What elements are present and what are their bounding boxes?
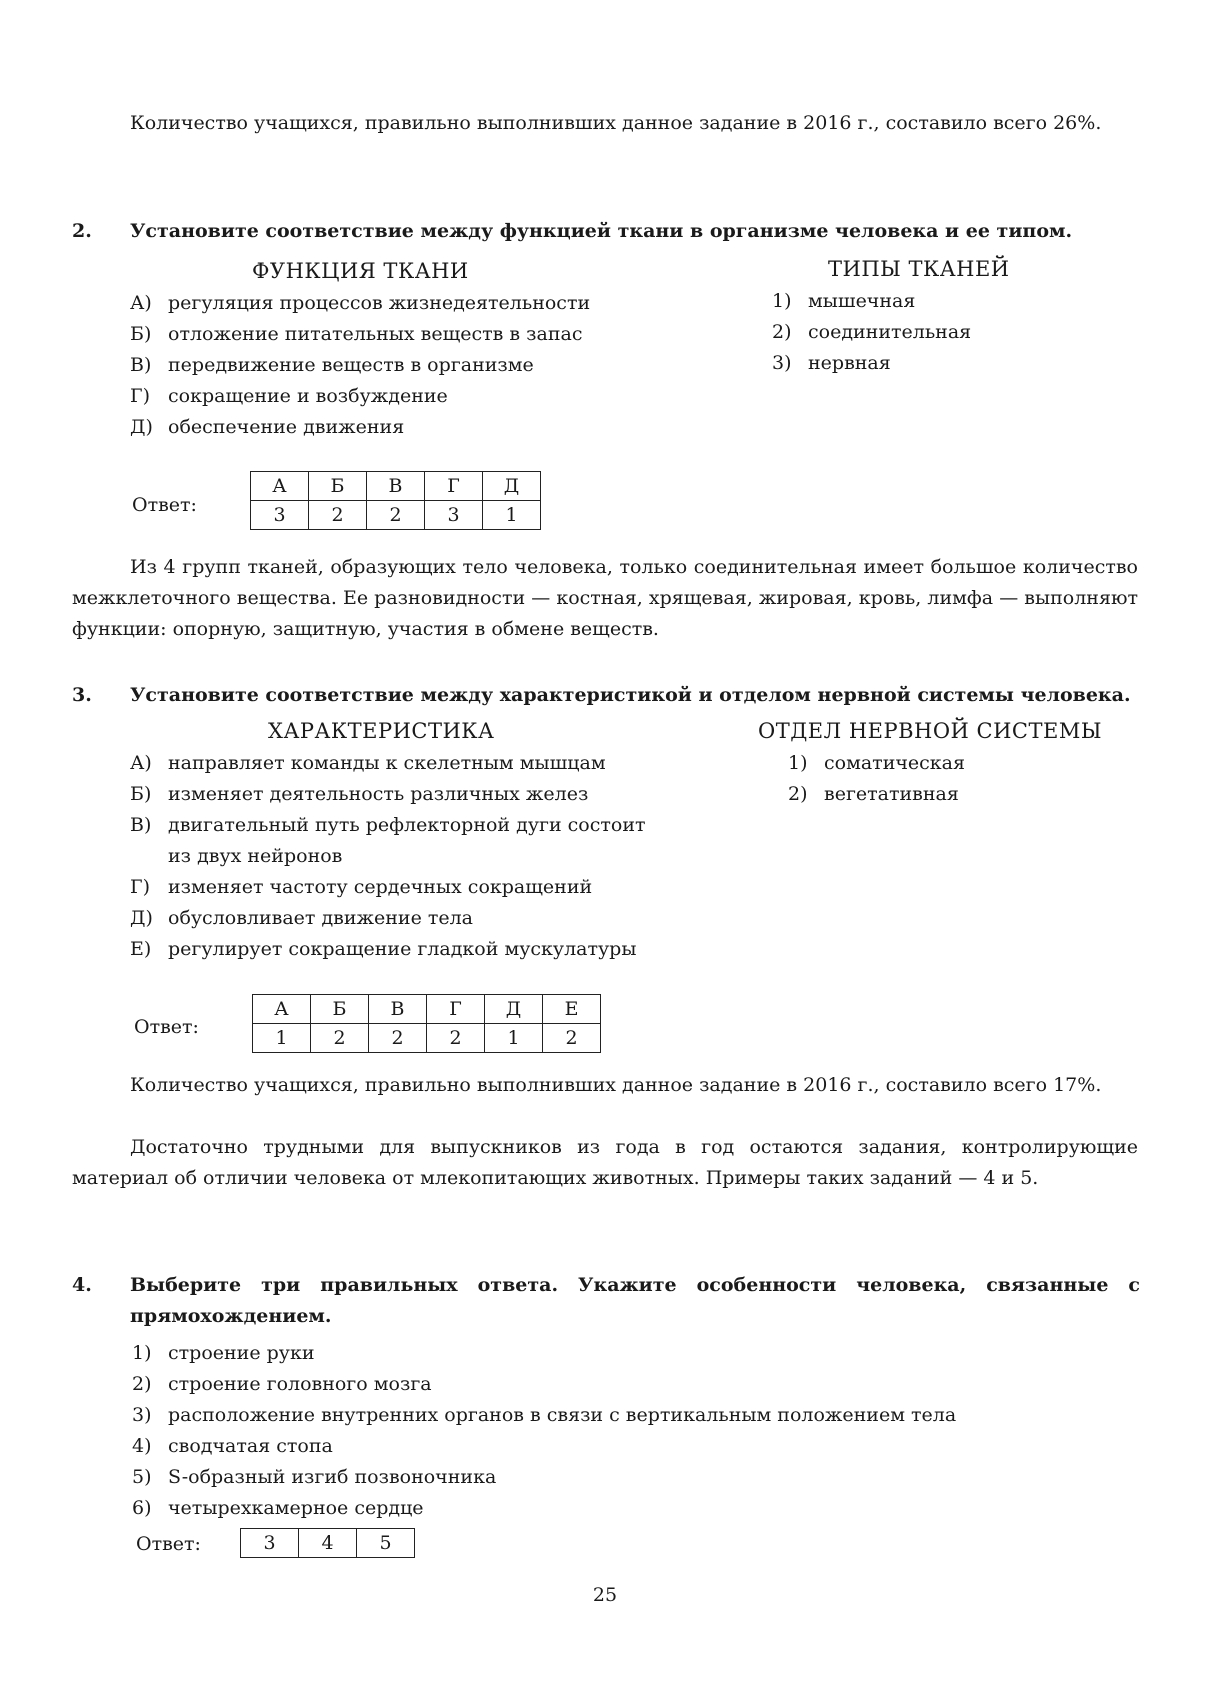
list-item: Е) регулирует сокращение гладкой мускулатуры xyxy=(130,938,637,960)
answer-value-cell: 1 xyxy=(485,1024,543,1053)
task3-question: Установите соответствие между характеристикой и отделом нервной системы человека. xyxy=(130,684,1131,706)
answer-header-cell: Д xyxy=(483,472,541,501)
task4-number: 4. xyxy=(72,1274,92,1296)
task2-right-list xyxy=(772,286,971,379)
answer-value-cell: 4 xyxy=(299,1529,357,1558)
answer-header-cell: В xyxy=(369,995,427,1024)
task4-question: Выберите три правильных ответа. Укажите особенности человека, связанные с прямохождением. xyxy=(130,1274,1140,1327)
answer-header-cell: А xyxy=(251,472,309,501)
answer-value-cell: 1 xyxy=(253,1024,311,1053)
answer-value-cell: 3 xyxy=(251,501,309,530)
task3-number: 3. xyxy=(72,684,92,706)
task3-answer-label: Ответ: xyxy=(134,1016,199,1038)
list-item: Д) обеспечение движения xyxy=(130,416,405,438)
task3-left-list xyxy=(130,748,730,965)
task2-answer-table xyxy=(250,471,541,530)
task2-left-list xyxy=(130,288,590,443)
task4-answer-table xyxy=(240,1528,415,1558)
task2-left-header: ФУНКЦИЯ ТКАНИ xyxy=(252,259,469,283)
answer-header-cell: А xyxy=(253,995,311,1024)
answer-value-cell: 5 xyxy=(357,1529,415,1558)
list-item: 2) строение головного мозга xyxy=(132,1373,432,1395)
answer-value-cell: 2 xyxy=(309,501,367,530)
task4-answer-label: Ответ: xyxy=(136,1533,201,1555)
task3-note-paragraph: Достаточно трудными для выпускников из года в год остаются задания, контролирующие материал об отличии человека от млекопитающих животных. Примеры таких заданий — 4 и 5. xyxy=(72,1136,1138,1189)
answer-value-cell: 3 xyxy=(425,501,483,530)
list-item: 3) нервная xyxy=(772,352,891,374)
list-item: 5) S-образный изгиб позвоночника xyxy=(132,1466,497,1488)
list-item: 2) вегетативная xyxy=(788,783,959,805)
answer-value-cell: 2 xyxy=(367,501,425,530)
list-item: А) регуляция процессов жизнедеятельности xyxy=(130,292,591,314)
page-number: 25 xyxy=(592,1584,618,1606)
list-item: 1) строение руки xyxy=(132,1342,315,1364)
task2-right-header: ТИПЫ ТКАНЕЙ xyxy=(828,257,1010,281)
answer-value-cell: 2 xyxy=(543,1024,601,1053)
list-item: Г) изменяет частоту сердечных сокращений xyxy=(130,876,593,898)
list-item: 1) соматическая xyxy=(788,752,965,774)
task2-explanation: Из 4 групп тканей, образующих тело человека, только соединительная имеет большое количество межклеточного вещества. Ее разновидности — костная, хрящевая, жировая, кровь, лимфа — выполняют функции: опорную, защитную, участия в обмене веществ. xyxy=(72,556,1138,640)
answer-value-cell: 2 xyxy=(427,1024,485,1053)
task2-question: Установите соответствие между функцией ткани в организме человека и ее типом. xyxy=(130,220,1073,242)
list-item: Д) обусловливает движение тела xyxy=(130,907,474,929)
list-item: В) двигательный путь рефлекторной дуги состоит из двух нейронов xyxy=(130,814,646,867)
list-item: 1) мышечная xyxy=(772,290,916,312)
answer-value-cell: 2 xyxy=(311,1024,369,1053)
answer-header-cell: Д xyxy=(485,995,543,1024)
answer-value-cell: 2 xyxy=(369,1024,427,1053)
answer-header-cell: Г xyxy=(427,995,485,1024)
answer-value-cell: 1 xyxy=(483,501,541,530)
list-item: 3) расположение внутренних органов в связи с вертикальным положением тела xyxy=(132,1404,957,1426)
list-item: 2) соединительная xyxy=(772,321,972,343)
task2-answer-label: Ответ: xyxy=(132,494,197,516)
answer-header-cell: Е xyxy=(543,995,601,1024)
task4-options-list xyxy=(132,1338,956,1524)
list-item: В) передвижение веществ в организме xyxy=(130,354,534,376)
answer-header-cell: Г xyxy=(425,472,483,501)
list-item: 6) четырехкамерное сердце xyxy=(132,1497,424,1519)
task2-number: 2. xyxy=(72,220,92,242)
list-item: Б) отложение питательных веществ в запас xyxy=(130,323,583,345)
list-item: Г) сокращение и возбуждение xyxy=(130,385,448,407)
answer-header-cell: В xyxy=(367,472,425,501)
answer-header-cell: Б xyxy=(309,472,367,501)
answer-header-cell: Б xyxy=(311,995,369,1024)
list-item: 4) сводчатая стопа xyxy=(132,1435,333,1457)
answer-value-cell: 3 xyxy=(241,1529,299,1558)
list-item: А) направляет команды к скелетным мышцам xyxy=(130,752,606,774)
task3-right-list xyxy=(788,748,965,810)
task3-left-header: ХАРАКТЕРИСТИКА xyxy=(268,719,495,743)
task3-stat-paragraph: Количество учащихся, правильно выполнивших данное задание в 2016 г., составило всего 17%. xyxy=(130,1074,1102,1096)
task3-right-header: ОТДЕЛ НЕРВНОЙ СИСТЕМЫ xyxy=(758,719,1102,743)
list-item: Б) изменяет деятельность различных желез xyxy=(130,783,589,805)
intro-stat-paragraph: Количество учащихся, правильно выполнивших данное задание в 2016 г., составило всего 26%. xyxy=(130,112,1102,134)
task3-answer-table xyxy=(252,994,601,1053)
